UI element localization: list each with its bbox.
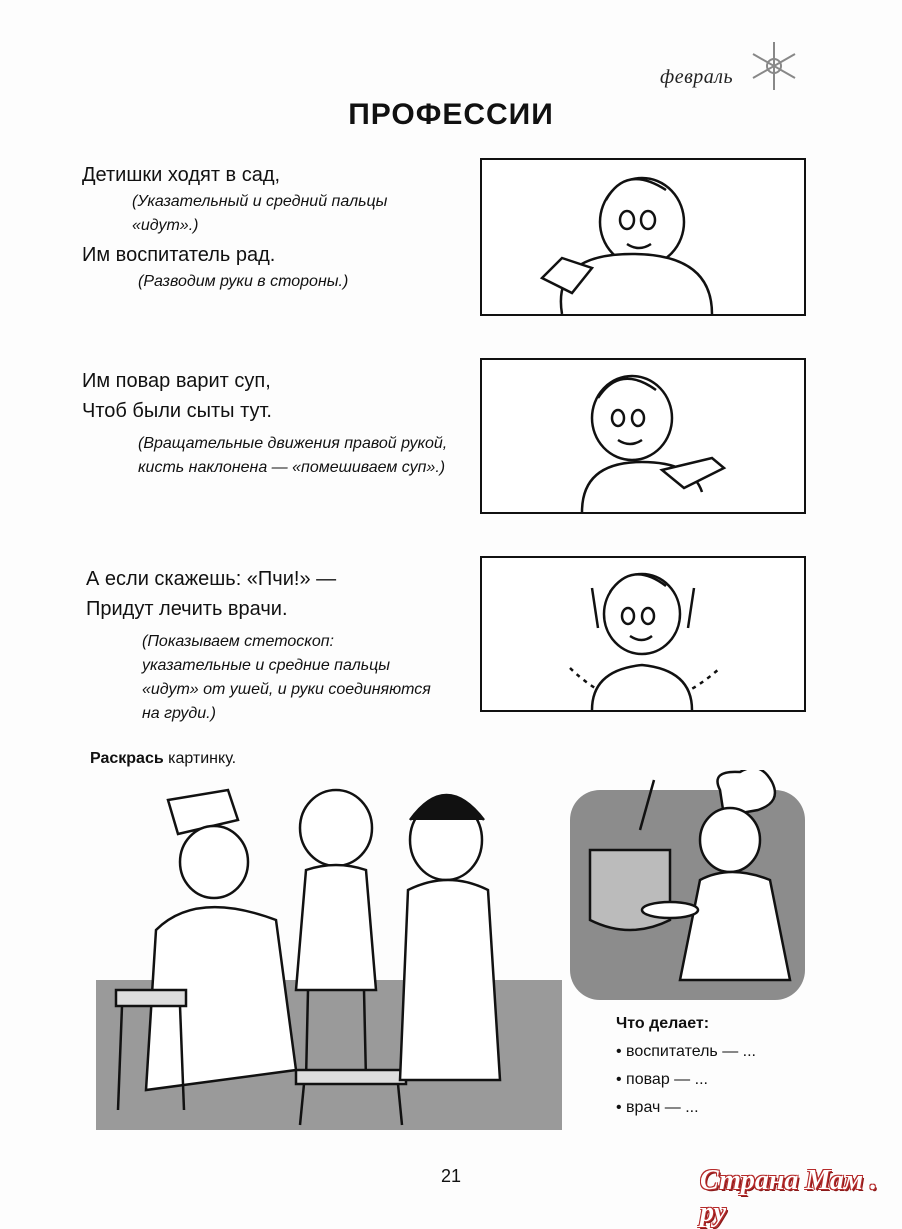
coloring-task [90, 750, 236, 768]
site-watermark: Страна Мам . ру [700, 1165, 878, 1228]
verse-line: Придут лечить врачи. [86, 598, 288, 620]
verse-line: Детишки ходят в сад, [82, 164, 281, 186]
verse-note: (Показываем стетоскоп: указательные и средние пальцы «идут» от ушей, и руки соединяются на груди.) [142, 633, 431, 722]
task-rest: картинку. [163, 750, 237, 767]
boy-stirring-illustration [482, 360, 804, 512]
boy-stethoscope-illustration [482, 558, 804, 710]
doctor-scene-illustration [96, 780, 562, 1130]
page-number: 21 [440, 1166, 462, 1186]
verse-line: Им воспитатель рад. [82, 244, 276, 266]
snowflake-icon [748, 40, 800, 92]
verse-line: Чтоб были сыты тут. [82, 400, 272, 422]
verse-2 [82, 366, 462, 480]
verse-1 [82, 160, 462, 294]
verse-note: (Указательный и средний пальцы «идут».) [132, 193, 388, 234]
month-label: февраль [660, 66, 734, 88]
questions-heading: Что делает: [616, 1015, 710, 1032]
question-item: • воспитатель — ... [616, 1043, 756, 1060]
page-title: ПРОФЕССИИ [348, 98, 554, 131]
task-bold-word: Раскрась [90, 750, 164, 767]
verse-3 [86, 564, 466, 726]
cook-illustration [570, 770, 805, 1000]
gesture-picture-walking-fingers [480, 158, 806, 316]
questions-block [616, 1010, 756, 1122]
verse-note: (Разводим руки в стороны.) [138, 273, 349, 290]
question-item: • повар — ... [616, 1071, 708, 1088]
boy-pointing-illustration [482, 160, 804, 314]
verse-line: А если скажешь: «Пчи!» — [86, 568, 337, 590]
question-item: • врач — ... [616, 1099, 699, 1116]
gesture-picture-stirring [480, 358, 806, 514]
gesture-picture-stethoscope [480, 556, 806, 712]
verse-note: (Вращательные движения правой рукой, кисть наклонена — «помешиваем суп».) [138, 435, 448, 476]
verse-line: Им повар варит суп, [82, 370, 271, 392]
